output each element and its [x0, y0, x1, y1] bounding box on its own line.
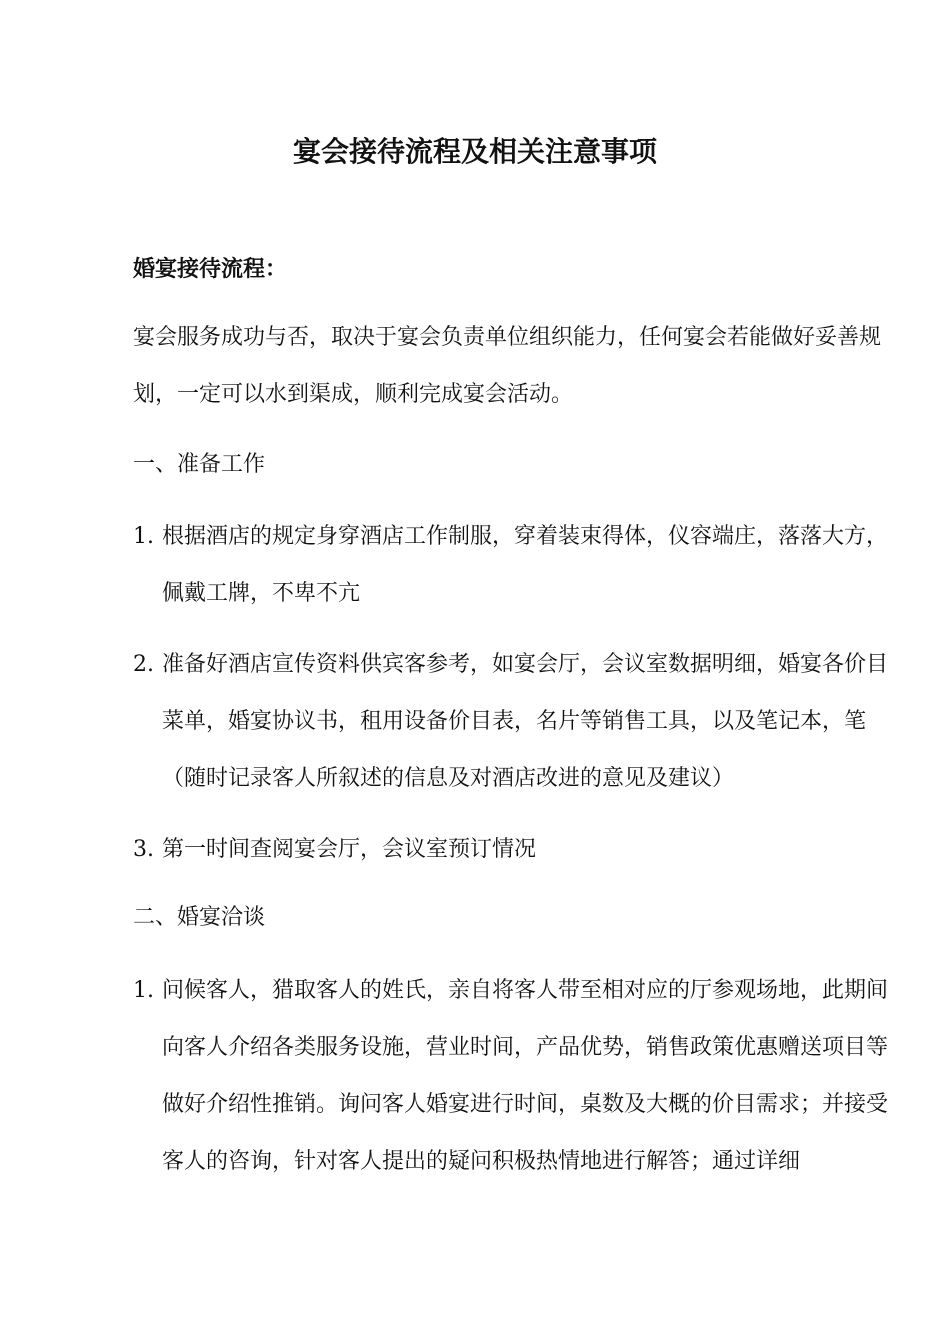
intro-paragraph: 宴会服务成功与否，取决于宴会负责单位组织能力，任何宴会若能做好妥善规划，一定可以水到渠成，顺利完成宴会活动。	[133, 325, 882, 407]
list-item-text: 第一时间查阅宴会厅，会议室预订情况	[162, 837, 537, 862]
list-item-number: 1.	[133, 978, 154, 1003]
list-item-text: 准备好酒店宣传资料供宾客参考，如宴会厅，会议室数据明细，婚宴各价目菜单，婚宴协议书，租用设备价目表，名片等销售工具，以及笔记本，笔（随时记录客人所叙述的信息及对酒店改进的意见及建议）	[162, 652, 889, 791]
part1-heading: 一、准备工作	[133, 452, 266, 477]
list-item-text: 问候客人，猎取客人的姓氏，亲自将客人带至相对应的厅参观场地，此期间向客人介绍各类服务设施，营业时间，产品优势，销售政策优惠赠送项目等做好介绍性推销。询问客人婚宴进行时间，桌数及大概的价目需求；并接受客人的咨询，针对客人提出的疑问积极热情地进行解答；通过详细	[162, 978, 889, 1174]
list-item-number: 1.	[133, 524, 154, 549]
list-item-number: 2.	[133, 652, 154, 677]
document-title: 宴会接待流程及相关注意事项	[292, 135, 657, 168]
list-item-text: 根据酒店的规定身穿酒店工作制服，穿着装束得体，仪容端庄，落落大方，佩戴工牌，不卑不亢	[162, 524, 889, 606]
list-item	[133, 508, 893, 622]
list-item-number: 3.	[133, 837, 154, 862]
part2-heading: 二、婚宴洽谈	[133, 905, 266, 930]
section-heading: 婚宴接待流程：	[133, 256, 288, 282]
list-item	[133, 821, 893, 878]
list-item	[133, 962, 893, 1190]
list-item	[133, 636, 893, 807]
